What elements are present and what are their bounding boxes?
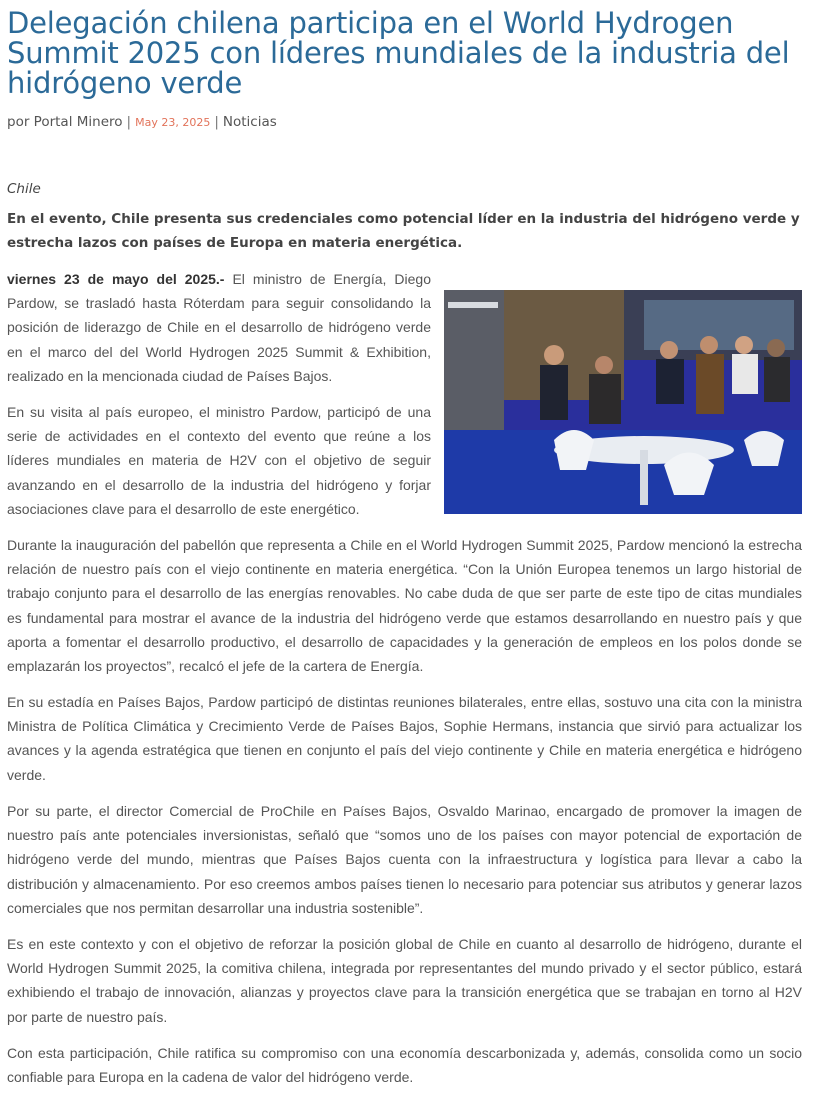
- paragraph-4: En su estadía en Países Bajos, Pardow participó de distintas reuniones bilaterales, entre ellas, sostuvo una cita con la ministra Ministra de Política Climática y Crecimiento Verde de Países Bajos, Sophie Hermans, instancia que sirvió para actualizar los avances y la agenda estratégica que tienen en conjunto el país del viejo continente y Chile en materia energética e hidrógeno verde.: [7, 694, 802, 783]
- paragraph-text: El ministro de Energía, Diego Pardow, se trasladó hasta Róterdam para seguir consolidando la posición de liderazgo de Chile en el desarrollo de hidrógeno verde en el marco del del World Hydrogen 2025 Summit & Exhibition, realizado en la mencionada ciudad de Países Bajos.: [7, 271, 431, 384]
- paragraph-3: Durante la inauguración del pabellón que representa a Chile en el World Hydrogen Summit 2025, Pardow mencionó la estrecha relación de nuestro país con el viejo continente en materia energética. “Con la Unión Europea tenemos un largo historial de trabajo conjunto para el desarrollo de las energías renovables. No cabe duda de que ser parte de este tipo de citas mundiales es fundamental para mostrar el avance de la industria del hidrógeno verde que estamos desarrollando en nuestro país y que aporta a fomentar el desarrollo productivo, el desarrollo de capacidades y la generación de empleos en los polos donde se emplazarán los proyectos”, recalcó el jefe de la cartera de Energía.: [7, 537, 802, 675]
- article-photo: [444, 290, 802, 514]
- article: [7, 0, 802, 1086]
- paragraph-5: Por su parte, el director Comercial de ProChile en Países Bajos, Osvaldo Marinao, encargado de promover la imagen de nuestro país ante potenciales inversionistas, señaló que “somos uno de los países con mayor potencial de exportación de hidrógeno verde del mundo, mientras que Países Bajos cuenta con la infraestructura y logística para llevar a cabo la distribución y almacenamiento. Por eso creemos ambos países tienen lo necesario para potenciar sus atributos y generar lazos comerciales que nos permitan desarrollar una industria sostenible”.: [7, 803, 802, 916]
- author-link[interactable]: por Portal Minero: [7, 114, 123, 130]
- meta-separator: |: [214, 114, 219, 130]
- publish-date: May 23, 2025: [135, 116, 211, 129]
- paragraph-6: Es en este contexto y con el objetivo de reforzar la posición global de Chile en cuanto al desarrollo de hidrógeno, durante el World Hydrogen Summit 2025, la comitiva chilena, integrada por representantes del mundo privado y el sector público, estará exhibiendo el trabajo de innovación, alianzas y proyectos clave para la transición energética que se trabajan en torno al H2V por parte de nuestro país.: [7, 936, 802, 1025]
- photo-meeting-at-summit-stand-icon: [444, 290, 802, 514]
- paragraph-2: En su visita al país europeo, el ministro Pardow, participó de una serie de actividades en el contexto del evento que reúne a los líderes mundiales en materia de H2V con el objetivo de seguir avanzando en el desarrollo de la industria del hidrógeno y forjar asociaciones clave para el desarrollo de este energético.: [7, 404, 431, 517]
- category-link[interactable]: Noticias: [222, 114, 277, 130]
- article-lead: En el evento, Chile presenta sus credenciales como potencial líder en la industria del hidrógeno verde y estrecha lazos con países de Europa en materia energética.: [7, 211, 800, 251]
- article-title: Delegación chilena participa en el World Hydrogen Summit 2025 con líderes mundiales de la industria del hidrógeno verde: [7, 6, 790, 100]
- paragraph-date: viernes 23 de mayo del 2025.-: [7, 271, 225, 287]
- meta-separator: |: [126, 114, 132, 130]
- article-meta: [7, 112, 802, 132]
- dateline: Chile: [7, 181, 41, 197]
- paragraph-1: [7, 267, 431, 388]
- paragraph-7: Con esta participación, Chile ratifica su compromiso con una economía descarbonizada y, además, consolida como un socio confiable para Europa en la cadena de valor del hidrógeno verde.: [7, 1045, 802, 1086]
